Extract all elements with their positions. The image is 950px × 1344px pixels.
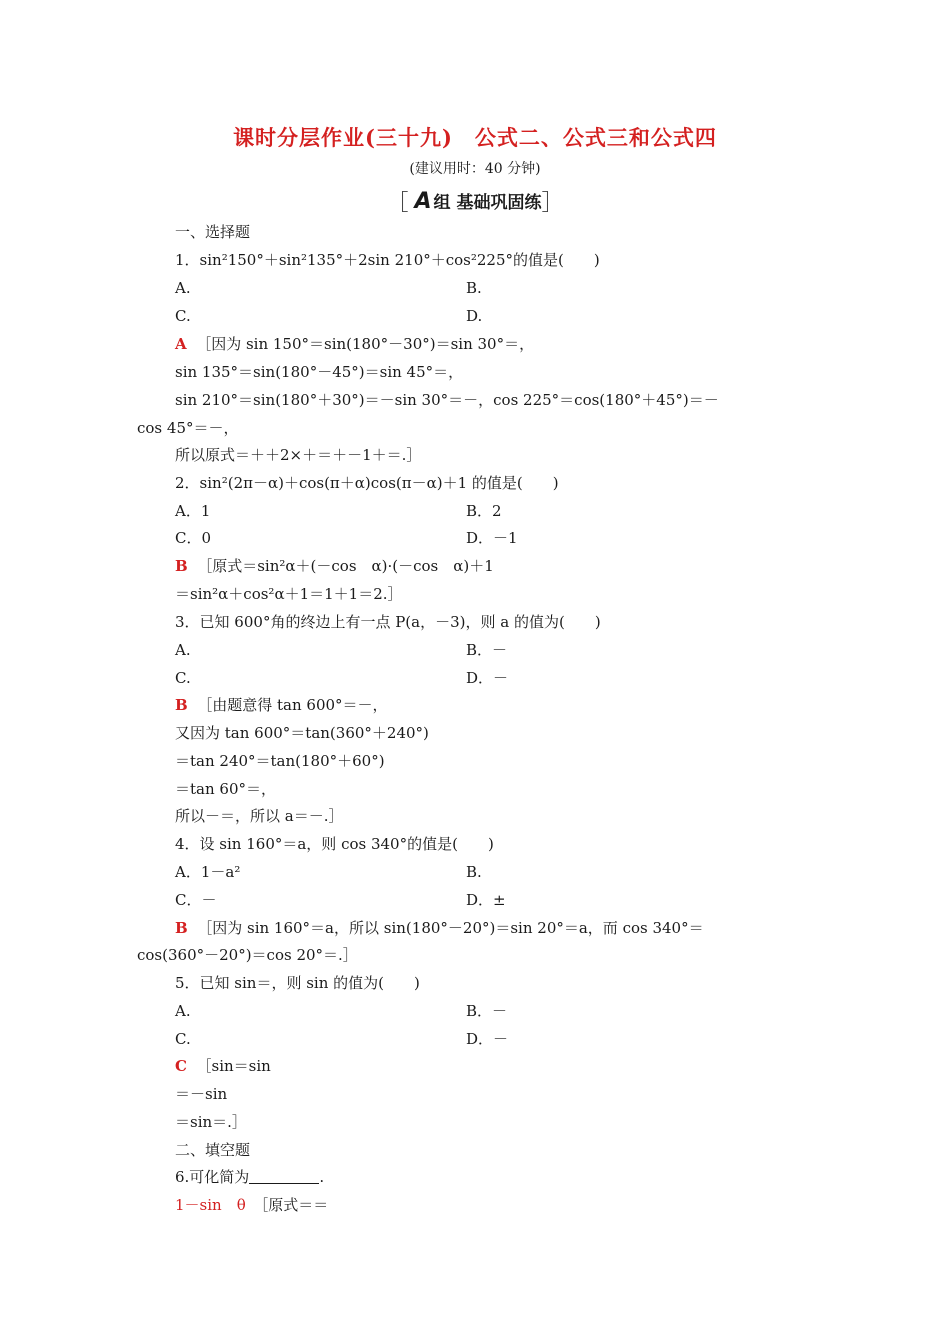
q6-stem-line (175, 1167, 324, 1187)
q1-solution-4: cos 45°＝－， (137, 419, 239, 437)
q2-solution-text: ［原式＝sin²α＋(－cos α)·(－cos α)＋1 (197, 557, 494, 575)
group-name: 基础巩固练 (456, 193, 542, 213)
q1-option-a: A. (175, 279, 191, 297)
section-fill-blank: 二、填空题 (175, 1141, 251, 1159)
q1-option-d: D. (466, 307, 483, 325)
q6-solution-text: ［原式＝＝ (245, 1196, 329, 1214)
q5-option-c: C. (175, 1030, 191, 1048)
q6-answer: 1－sin θ (175, 1196, 246, 1214)
page-title: 课时分层作业(三十九) 公式二、公式三和公式四 (233, 125, 717, 150)
q5-stem: 5．已知 sin＝，则 sin 的值为( ) (175, 974, 420, 992)
q1-solution-5: 所以原式＝＋＋2×＋＝＋－1＋＝.］ (175, 446, 422, 464)
q6-solution-line (175, 1195, 328, 1215)
q4-solution-line (175, 918, 704, 938)
q3-option-a: A. (175, 641, 191, 659)
q2-answer: B (175, 557, 188, 575)
q3-solution-4: ＝tan 60°＝， (175, 780, 276, 798)
q3-option-d: D．－ (466, 669, 509, 687)
q4-solution-text: ［因为 sin 160°＝a，所以 sin(180°－20°)＝sin 20°＝a，而 cos 340°＝ (197, 919, 704, 937)
q2-option-a: A．1 (175, 502, 211, 520)
q5-option-b: B．－ (466, 1002, 508, 1020)
q5-answer: C (175, 1057, 187, 1075)
q2-option-d: D．－1 (466, 529, 518, 547)
suggested-time: (建议用时：40 分钟) (409, 161, 541, 177)
q1-option-b: B. (466, 279, 482, 297)
q4-option-a: A．1－a² (175, 863, 241, 881)
group-word: 组 (433, 193, 451, 213)
group-bracket-close: ］ (541, 191, 564, 216)
q3-solution-2: 又因为 tan 600°＝tan(360°＋240°) (175, 724, 429, 742)
q5-solution-text: ［sin＝sin (196, 1057, 271, 1075)
q5-option-d: D．－ (466, 1030, 509, 1048)
q2-solution-2: ＝sin²α＋cos²α＋1＝1＋1＝2.］ (175, 585, 403, 603)
q3-answer: B (175, 696, 188, 714)
q5-solution-line (175, 1056, 271, 1076)
q3-solution-line (175, 695, 388, 715)
q5-option-a: A. (175, 1002, 191, 1020)
q6-stem: 6.可化简为 (175, 1168, 250, 1186)
group-heading (0, 186, 950, 217)
q3-solution-3: ＝tan 240°＝tan(180°＋60°) (175, 752, 385, 770)
q1-solution-3: sin 210°＝sin(180°＋30°)＝－sin 30°＝－，cos 225°＝cos(180°＋45°)＝－ (175, 391, 719, 409)
q4-option-b: B. (466, 863, 482, 881)
q2-stem: 2．sin²(2π－α)＋cos(π＋α)cos(π－α)＋1 的值是( ) (175, 474, 559, 492)
q2-option-c: C．0 (175, 529, 212, 547)
q3-solution-5: 所以－＝，所以 a＝－.］ (175, 807, 344, 825)
q3-option-c: C. (175, 669, 191, 687)
q4-answer: B (175, 919, 188, 937)
q2-option-b: B．2 (466, 502, 502, 520)
q3-stem: 3．已知 600°角的终边上有一点 P(a，－3)，则 a 的值为( ) (175, 613, 601, 631)
q4-option-d: D．± (466, 891, 506, 909)
q3-option-b: B．－ (466, 641, 508, 659)
q1-solution-line (175, 334, 534, 354)
q5-solution-3: ＝sin＝.］ (175, 1113, 247, 1131)
q2-solution-line (175, 556, 494, 576)
section-choice: 一、选择题 (175, 223, 251, 241)
q1-answer: A (175, 335, 187, 353)
q1-stem: 1．sin²150°＋sin²135°＋2sin 210°＋cos²225°的值是( ) (175, 251, 600, 269)
group-bracket-open: ［ (386, 191, 409, 216)
q4-option-c: C．－ (175, 891, 217, 909)
q1-solution-2: sin 135°＝sin(180°－45°)＝sin 45°＝， (175, 363, 464, 381)
q4-solution-2: cos(360°－20°)＝cos 20°＝.］ (137, 946, 358, 964)
q1-option-c: C. (175, 307, 191, 325)
q3-solution-text: ［由题意得 tan 600°＝－， (197, 696, 388, 714)
q6-stem-end: . (319, 1168, 325, 1186)
group-letter: A (414, 189, 432, 214)
q4-stem: 4．设 sin 160°＝a，则 cos 340°的值是( ) (175, 835, 494, 853)
q6-answer-blank (249, 1169, 319, 1184)
q5-solution-2: ＝－sin (175, 1085, 228, 1103)
q1-solution-text: ［因为 sin 150°＝sin(180°－30°)＝sin 30°＝， (196, 335, 535, 353)
